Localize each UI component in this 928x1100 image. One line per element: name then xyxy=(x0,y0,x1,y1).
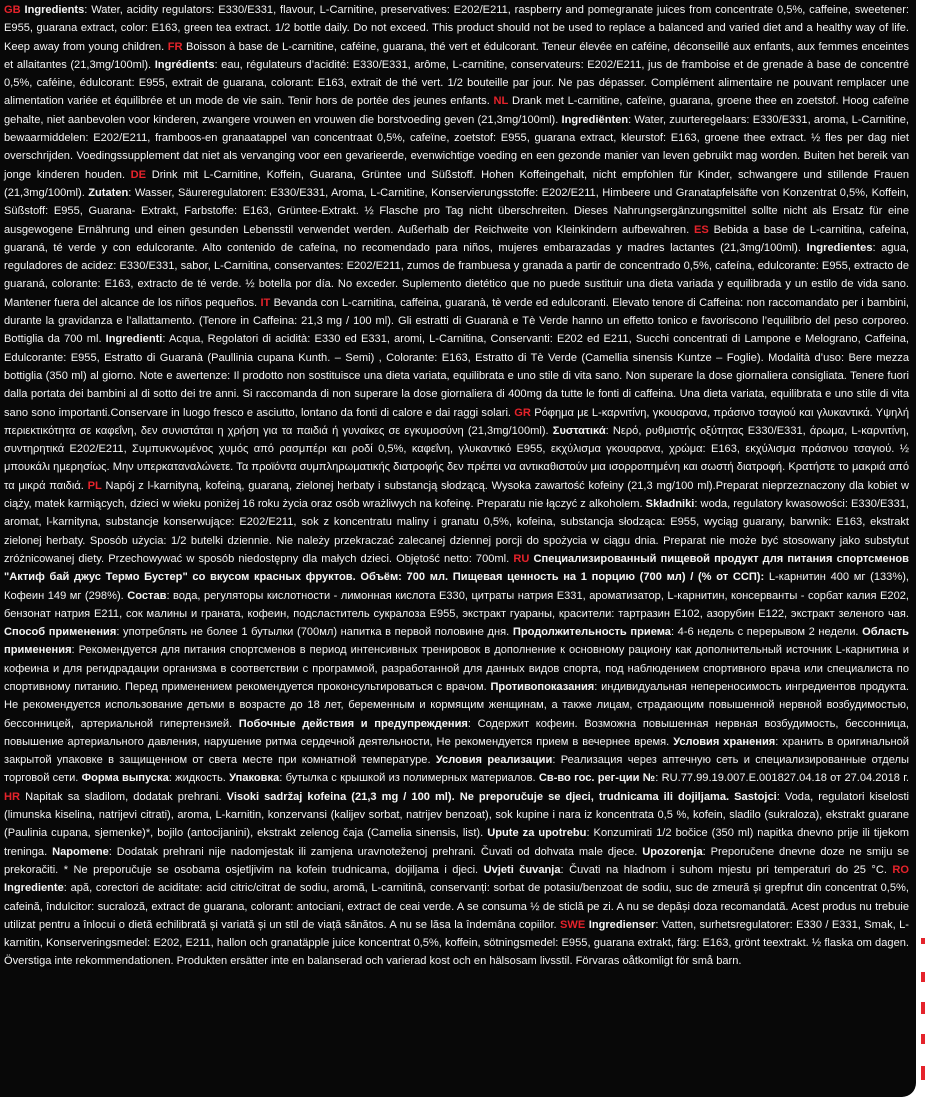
language-code-es: ES xyxy=(693,223,709,236)
section-heading: Ingrédients xyxy=(154,58,215,71)
language-code-ro: RO xyxy=(892,863,909,876)
language-code-pl: PL xyxy=(87,479,102,492)
section-heading: Napomene xyxy=(52,845,109,858)
text-run: : woda, regulatory kwasowości: E330/E331, aromat, l-karnityna, substancje konserwujące: E202/E211, sok z koncentratu maliny i granatu 0,5%, kofeina, substancja słodząca: E955, wyciąg guarany, barwnik: E163, ekstrakt zielonej herbaty. Sposób użycia: 1/2 butelki dziennie. Nie należy przekraczać zalecanej dziennej porcji do spożycia w ciągu dnia. Preparat nie może być stosowany jako substytut zróżnicowanej diety. Przechowywać w sposób niedostępny dla małych dzieci. Objętość netto: 700ml. xyxy=(4,498,909,565)
section-heading: Продолжительность приема xyxy=(512,626,671,639)
text-run: Napitak sa sladilom, dodatak prehrani. xyxy=(20,790,227,803)
language-code-gb: GB xyxy=(4,4,21,16)
text-run: : жидкость. xyxy=(168,772,230,785)
section-heading: Побочные действия и предупреждения xyxy=(238,717,468,730)
text-run: : Water, zuurteregelaars: E330/E331, aroma, L-Carnitine, bewaarmiddelen: E202/E211, framboos-en granaatappel van concentraat 0,5%, cafeïne, zoetstof: E955, guarana extract, kleurstof: E163, groene thee extract. ½ fles per dag niet overschrijden. Voedingssupplement dat niet als vervanging voor een gevarieerde, evenwichtige voeding en een gezonde manier van leven gebruikt mag worden. Buiten het bereik van jonge kinderen houden. xyxy=(4,113,910,181)
text-run: : 4-6 недель с перерывом 2 недели. xyxy=(670,626,863,639)
language-code-swe: SWE xyxy=(560,918,586,931)
section-heading: Св-во гос. рег-ции № xyxy=(538,772,656,785)
section-heading: Упаковка xyxy=(229,772,280,785)
section-heading: Ingrediente xyxy=(4,882,64,895)
section-heading: Состав xyxy=(127,589,167,602)
edge-mark xyxy=(921,938,925,944)
section-heading: Условия реализации xyxy=(435,754,553,767)
text-run: : Konzumirati 1/2 bočice (350 ml) napitka dnevno prije ili tijekom treninga. xyxy=(4,827,910,858)
text-run: Drink mit L-Carnitine, Koffein, Guarana, Grüntee und Süßstoff. Hohen Koffeingehalt, nicht empfohlen für Kinder, schwangere und stillende Frauen (21,3mg/100ml). xyxy=(4,168,910,199)
text-run: : Vatten, surhetsregulatorer: E330 / E331, Smak, L-karnitin, Konserveringsmedel: E202, E211, hallon och granatäpple juice koncentrat 0,5%, koffein, sötningsmedel: E955, guarana extrakt, färg: E163, grönt teextrakt. ½ flaska om dagen. Överstiga inte rekommendationen. Produkten ersätter inte en balanserad och varierad kost och en hälsosam livsstil. Förvaras oåtkomligt för små barn. xyxy=(4,918,909,968)
text-run: : употреблять не более 1 бутылки (700мл) напитка в первой половине дня. xyxy=(116,626,513,639)
ingredients-text-block xyxy=(4,1,909,971)
text-run: Boisson à base de L-carnitine, caféine, guarana, thé vert et édulcorant. Teneur élevée en caféine, déconseillé aux enfants, aux femmes enceintes et allaitantes (21,3mg/100ml). xyxy=(4,40,909,71)
edge-mark xyxy=(921,1034,925,1044)
section-heading: Условия хранения xyxy=(673,735,776,748)
text-run: : индивидуальная непереносимость ингредиентов продукта. Не рекомендуется использование детьми в возрасте до 18 лет, беременным и кормящим женщинам, а также лицам, страдающим повышенной нервной возбудимостью, бессонницей, артериальной гипертензией. xyxy=(4,680,910,730)
edge-mark xyxy=(921,1002,925,1014)
section-heading: Składniki xyxy=(645,498,695,511)
section-heading: Способ применения xyxy=(4,626,117,639)
text-run: : Wasser, Säureregulatoren: E330/E331, Aroma, L-Carnitine, Konservierungsstoffe: E202/E211, Himbeere und Granatapfelsäfte von Konzentrat 0,5%, Koffein, Süßstoff: E955, Guarana- Extrakt, Farbstoffe: E163, Grüntee-Extrakt. ½ Flasche pro Tag nicht überschreiten. Dieses Nahrungsergänzungsmittel sollte nicht als Ersatz für eine ausgewogene Ernährung und einen gesunden Lebensstil verwendet werden. Außerhalb der Reichweite von Kleinkindern aufbewahren. xyxy=(4,186,909,236)
text-run: : вода, регуляторы кислотности - лимонная кислота E330, цитраты натрия E331, ароматизатор, L-карнитин, консерванты - сорбат калия E202, бензонат натрия E211, сок малины и граната, кофеин, подсластитель сукралоза E955, экстракт гуараны, красители: тартразин E102, азорубин E122, экстракт зеленого чая. xyxy=(4,589,909,620)
edge-mark xyxy=(921,972,925,982)
text-run: : eau, régulateurs d’acidité: E330/E331, arôme, L-carnitine, conservateurs: E202/E211, jus de framboise et de grenade à base de concentré 0,5%, caféine, édulcorant: E955, extrait de guarana, colorant: E163, extrait de thé vert. 1/2 bouteille par jour. Ne pas dépasser. Complément alimentaire ne pouvant remplacer une alimentation variée et équilibrée et un mode de vie sain. Tenir hors de portée des jeunes enfants. xyxy=(4,58,909,108)
section-heading: Ingrediënten xyxy=(561,113,629,126)
language-code-hr: HR xyxy=(4,790,21,803)
text-run: : бутылка с крышкой из полимерных материалов. xyxy=(279,772,539,785)
text-run: Bevanda con L-carnitina, caffeina, guaranà, tè verde ed edulcoranti. Elevato tenore di Caffeina: non raccomandato per i bambini, durante la gravidanza e l’allattamento. (Tenore in Caffeina: 21,3 mg / 100 ml). Gli estratti di Guaranà e Tè Verde hanno un effetto tonico e favoriscono l’equilibrio del peso corporeo. Bottiglia da 700 ml. xyxy=(4,296,909,346)
text-run: : Preporučene dnevne doze ne smiju se prekoračiti. * Ne preporučuje se osobama osjetljivim na kofein trudnicama, dojiljama i djeci. xyxy=(4,845,909,876)
edge-print-marks xyxy=(919,930,928,1090)
text-run: : Čuvati na hladnom i suhom mjestu pri temperaturi do 25 °C. xyxy=(560,863,893,876)
language-code-ru: RU xyxy=(513,552,530,565)
section-heading: Специализированный пищевой продукт для питания спортсменов "Актиф бай джус Термо Бустер" со вкусом красных фруктов. Объём: 700 мл. Пищевая ценность на 1 порцию (700 мл) / (% от ССП): xyxy=(4,552,909,584)
text-run: Bebida a base de L-carnitina, cafeína, guaraná, té verde y con edulcorante. Alto contenido de cafeína, no recomendado para niños, mujeres embarazadas y madres lactantes (21,3mg/100ml). xyxy=(4,223,909,254)
section-heading: Upute za upotrebu xyxy=(487,827,587,840)
section-heading: Ingredienti xyxy=(105,333,163,346)
section-heading: Visoki sadržaj kofeina (21,3 mg / 100 ml). Ne preporučuje se djeci, trudnicama ili dojiljama. Sastojci xyxy=(226,790,777,803)
section-heading: Форма выпуска xyxy=(81,772,169,785)
language-code-nl: NL xyxy=(493,95,509,108)
section-heading: Zutaten xyxy=(88,186,129,199)
text-run: : Water, acidity regulators: E330/E331, flavour, L-Carnitine, preservatives: E202/E211, raspberry and pomegranate juices from concentrate 0,5%, caffeine, sweetener: E955, guarana extract, color: E163, green tea extract. 1/2 bottle daily. Do not exceed. This product should not be used to replace a balanced and varied diet and a healthy way of life. Keep away from young children. xyxy=(4,4,909,53)
section-heading: Противопоказания xyxy=(490,680,595,693)
section-heading: Uvjeti čuvanja xyxy=(483,863,561,876)
section-heading: Область применения xyxy=(4,626,910,657)
text-run: L-карнитин 400 мг (133%), Кофеин 149 мг (298%). xyxy=(4,571,909,602)
text-run: Ρόφημα με L-καρνιτίνη, γκουαρανα, πράσινο τσαγιού και γλυκαντικά. Υψηλή περιεκτικότητα σε καφεΐνη, δεν συνιστάται η χρήση για τα παιδιά ή γυναίκες σε εγκυμοσύνη (21,3mg/100ml). xyxy=(4,406,909,437)
section-heading: Ingredientes xyxy=(806,241,873,254)
text-run: : хранить в оригинальной закрытой упаковке в защищенном от света месте при комнатной температуре. xyxy=(4,735,909,767)
section-heading: Upozorenja xyxy=(642,845,703,858)
text-run: : apă, corectori de aciditate: acid citric/citrat de sodiu, aromă, L-carnitină, conservanți: sorbat de potasiu/benzoat de sodiu, suc de zmeură și grepfrut din concentrat 0,5%, cafeină, îndulcitor: sucraloză, extract de guarana, colorant: antociani, extract de ceai verde. A se consuma ½ de sticlă pe zi. A nu se depăși doza recomandată. Acest produs nu trebuie utilizat pentru a înlocui o dietă echilibrată și variată și un stil de viață sănătos. A nu se lăsa la îndemâna copiilor. xyxy=(4,882,909,931)
section-heading: Ingredients xyxy=(24,4,85,16)
text-run: : Реализация через аптечную сеть и специализированные отделы торговой сети. xyxy=(4,754,909,785)
text-run: : Рекомендуется для питания спортсменов в период интенсивных тренировок в дополнение к основному рациону как дополнительный источник L-карнитина и кофеина и для регидрадации организма в соответствии с программой, разработанной для данных видов спорта, под наблюдением спортивного врача или специалиста по спортивному питанию. Перед применением рекомендуется проконсультироваться с врачом. xyxy=(4,644,909,693)
language-code-de: DE xyxy=(130,168,147,181)
edge-mark xyxy=(921,1066,925,1080)
text-run: : Νερό, ρυθμιστής οξύτητας E330/E331, άρωμα, L-καρνιτίνη, συντηρητικά E202/E211, Συμπυκνωμένος χυμός από ρασμπέρι και ροδί 0,5%, καφεΐνη, γλυκαντικό E955, εκχύλισμα γκουαρανα, χρώμα: E163, εκχύλισμα πράσινου τσαγιού. ½ μπουκάλι ημερησίως. Μην υπερκαταναλώνετε. Τα προϊόντα συμπληρωματικής διατροφής δεν πρέπει να αντικαθιστούν μια ισορροπημένη και σωστή διατροφή. Κρατήστε το μακριά από τα μικρά παιδιά. xyxy=(4,424,909,492)
text-run: Napój z l-karnityną, kofeiną, guaraną, zielonej herbaty i substancją słodzącą. Wysoka zawartość kofeiny (21,3 mg/100 ml).Preparat nieprzeznaczony dla kobiet w ciąży, matek karmiących, dzieci w wieku poniżej 16 roku życia oraz osób wrażliwych na kofeinę. Preparatu nie łączyć z alkoholem. xyxy=(4,479,909,511)
text-run: : Dodatak prehrani nije nadomjestak ili zamjena uravnoteženoj prehrani. Čuvati od dohvata male djece. xyxy=(108,845,643,858)
text-run: Drank met L-carnitine, cafeïne, guarana, groene thee en zoetstof. Hoog cafeïne gehalte, niet aanbevolen voor kinderen, zwangere vrouwen en vrouwen die borstvoeding geven (21,3mg/100ml). xyxy=(4,95,909,126)
text-run: : RU.77.99.19.007.E.001827.04.18 от 27.04.2018 г. xyxy=(655,772,910,785)
text-run: : Содержит кофеин. Возможна повышенная нервная возбудимость, бессонница, повышение артериального давления, нарушение ритма сердечной деятельности, Не рекомендуется прием в вечернее время. xyxy=(4,717,909,748)
language-code-gr: GR xyxy=(514,406,531,419)
section-heading: Ingredienser xyxy=(588,918,656,931)
language-code-fr: FR xyxy=(167,40,183,53)
language-code-it: IT xyxy=(260,296,271,309)
text-run: : Voda, regulatori kiselosti (limunska kiselina, natrijevi citrati), aroma, L-karnitin, konzervansi (kalijev sorbat, natrijev benzoat), sok kupine i nara iz koncentrata 0,5 %, kofein, sladilo (sukraloza), ekstrakt guarane (Paulinia cupana, sjemenke)*, bojilo (antocijanini), ekstrakt zelenog čaja (Camelia sinensis, list). xyxy=(4,790,909,840)
section-heading: Συστατικά xyxy=(552,424,606,437)
text-run: : Acqua, Regolatori di acidità: E330 ed E331, aromi, L-Carnitina, Conservanti: E202 ed E211, Succhi concentrati di Lampone e Melograno, Caffeina, Edulcorante: E955, Estratto di Guaranà (Paullinia cupana Kunth. – Semi) , Colorante: E163, Estratto di Tè Verde (Camellia sinensis Kuntze – Foglie). Modalità d’uso: Bere mezza bottiglia (350 ml) al giorno. Note e awertenze: Il prodotto non sostituisce una dieta variata, equilibrata e uno stile di vita sano. Non superare la dose giornaliera consigliata. Tenere fuori dalla portata dei bambini al di sotto dei tre anni. Si raccomanda di non superare la dose giornaliera di 400mg da tutte le fonti di caffeina. Una dieta variata, equilibrata e uno stile di vita sano sono importanti.Conservare in luogo fresco e asciutto, lontano da fonti di calore e dai raggi solari. xyxy=(4,333,909,419)
text-run: : agua, reguladores de acidez: E330/E331, sabor, L-Carnitina, conservantes: E202/E211, zumos de frambuesa y granada a partir de concentrado 0,5%, cafeína, edulcorante: E955, extracto de guaraná, colorante: E163, extracto de té verde. ½ botella por día. No exceder. Suplemento dietético que no puede sustituir una dieta variada y equilibrada y un estilo de vida sano. Mantener fuera del alcance de los niños pequeños. xyxy=(4,241,909,309)
